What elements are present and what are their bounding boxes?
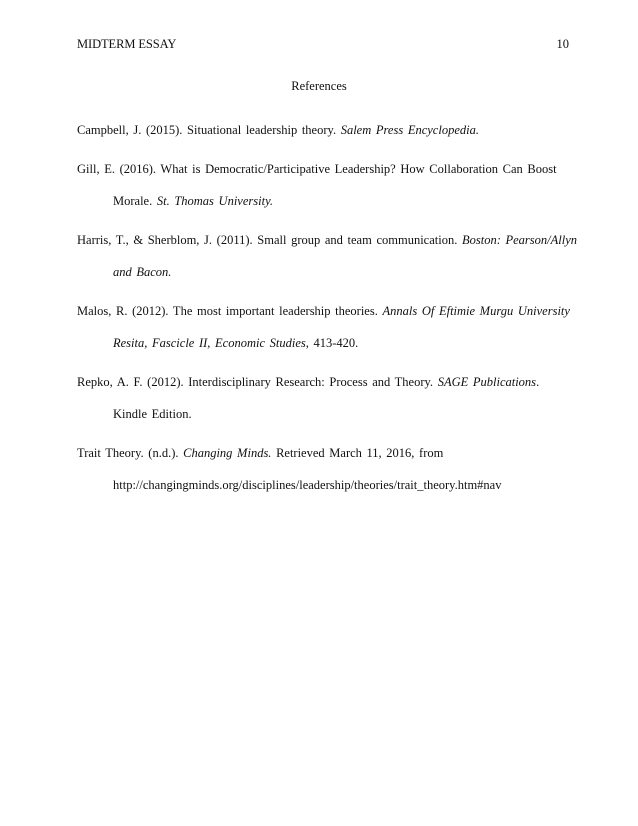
reference-source: St. Thomas University. bbox=[156, 194, 274, 208]
reference-tail: . Kindle Edition. bbox=[113, 375, 540, 421]
reference-text: Harris, T., & Sherblom, J. (2011). Small group and team communication. bbox=[77, 233, 462, 247]
running-head: MIDTERM ESSAY bbox=[77, 37, 177, 51]
reference-text: Gill, E. (2016). What is Democratic/Participative Leadership? How Collaboration Can Boost Morale. bbox=[77, 162, 557, 208]
reference-source: SAGE Publications bbox=[437, 375, 537, 389]
reference-tail: Retrieved March 11, 2016, from http://changingminds.org/disciplines/leadership/theories/trait_theory.htm#nav bbox=[113, 446, 502, 492]
reference-entry-trait-theory bbox=[77, 437, 577, 501]
reference-source: Annals Of Eftimie Murgu University Resita, Fascicle II, Economic Studies bbox=[113, 304, 570, 350]
reference-entry-harris bbox=[77, 224, 577, 288]
reference-entry-gill bbox=[77, 153, 577, 217]
reference-source: Boston: Pearson/Allyn and Bacon. bbox=[113, 233, 577, 279]
reference-entry-repko bbox=[77, 366, 577, 430]
reference-tail: , 413-420. bbox=[305, 336, 359, 350]
references-title: References bbox=[291, 79, 347, 93]
reference-list bbox=[77, 114, 577, 508]
reference-entry-malos bbox=[77, 295, 577, 359]
reference-text: Malos, R. (2012). The most important leadership theories. bbox=[77, 304, 383, 318]
reference-entry-campbell bbox=[77, 114, 577, 146]
reference-text: Campbell, J. (2015). Situational leadership theory. bbox=[77, 123, 341, 137]
reference-text: Repko, A. F. (2012). Interdisciplinary Research: Process and Theory. bbox=[77, 375, 438, 389]
reference-text: Trait Theory. (n.d.). bbox=[77, 446, 184, 460]
page-number: 10 bbox=[556, 37, 569, 51]
reference-source: Changing Minds. bbox=[183, 446, 272, 460]
reference-source: Salem Press Encyclopedia. bbox=[340, 123, 479, 137]
